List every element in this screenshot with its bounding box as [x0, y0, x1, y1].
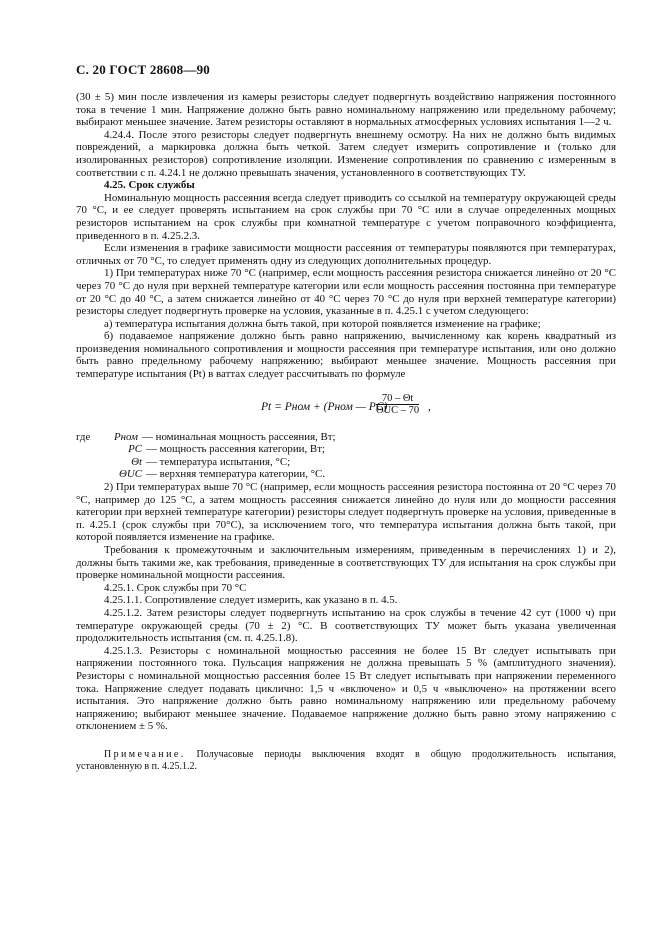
list-item-1: 1) При температурах ниже 70 °С (например, если мощность рассеяния резистора снижается линейно от 20 °С через 70 °С до нуля при верхней температуре категории или если мощность рассеяния постоянна при температуре от 20 °С до 40 °С, а затем снижается линейно от 40 °С через 70 °С до нуля при верхней температуре категории) резисторы следует подвергнуть проверке на условия, указанные в п. 4.25.1 с учетом следующего: — [76, 267, 616, 318]
formula-tail: , — [428, 400, 431, 413]
clause-4-25-1-2: 4.25.1.2. Затем резисторы следует подвергнуть испытанию на срок службы в течение 42 сут (1000 ч) при температуре окружающей среды (70 ± 2) °С. В соответствующих ТУ может быть указана увеличенная продолжительность испытания (см. п. 4.25.1.8). — [76, 606, 616, 645]
section-heading-4-25: 4.25. Срок службы — [104, 179, 195, 192]
legend-symbol: ΘUC — [119, 468, 142, 481]
formula-fraction — [376, 393, 419, 416]
legend-text: — мощность рассеяния категории, Вт; — [146, 443, 325, 456]
legend-symbol: Pном — [113, 430, 138, 443]
list-item-b: б) подаваемое напряжение должно быть равно напряжению, вычисленному как корень квадратный из произведения номинального сопротивления и мощности рассеяния при температуре испытания, или оно должно быть равно предельному рабочему напряжению; выбирают меньшее значение. Мощность рассеяния при температуре испытания (Pt) в ваттах следует рассчитывать по формуле — [76, 330, 616, 381]
list-item-a: а) температура испытания должна быть такой, при которой появляется изменение на графике; — [104, 317, 541, 330]
legend-lead: где — [76, 430, 91, 443]
page-header: С. 20 ГОСТ 28608—90 — [76, 62, 210, 77]
note-text: Получасовые периоды выключения входят в общую продолжительность испытания, установленную в п. 4.25.1.2. — [76, 748, 616, 773]
legend-text: — температура испытания, °С; — [146, 455, 291, 468]
legend-text: — верхняя температура категории, °С. — [146, 468, 325, 481]
legend-row — [76, 443, 616, 456]
clause-4-25-1-1: 4.25.1.1. Сопротивление следует измерить, как указано в п. 4.5. — [104, 594, 398, 607]
legend-row — [76, 431, 616, 444]
legend-symbol: PC — [128, 443, 142, 456]
formula-denominator: ΘUC – 70 — [376, 404, 420, 416]
formula-lhs: Pt = Pном + (Pном — PC) — [261, 400, 388, 413]
list-item-2: 2) При температурах выше 70 °С (например, если мощность рассеяния резистора постоянна от 20 °С через 70 °С, например до 125 °С, а затем мощность рассеяния снижается линейно до нуля или до мощности рассеяния категории при верхней температуре категории) резисторы следует подвергнуть проверке на условия, приведенные в п. 4.25.1 (срок службы при 70°С), за исключением того, что температура испытания должна быть такой, при которой появляется изменение на графике. — [76, 481, 616, 544]
paragraph: Номинальную мощность рассеяния всегда следует приводить со ссылкой на температуру окружающей среды 70 °С, и ее следует проверять испытанием на срок службы при 70 °С или в случае определенных мощных резисторов испытанием на срок службы при комнатной температуре с учетом поправочного коэффициента, приведенного в п. 4.25.2.3. — [76, 191, 616, 242]
formula-numerator: 70 – Θt — [376, 393, 419, 405]
power-formula — [76, 393, 616, 421]
paragraph: Если изменения в графике зависимости мощности рассеяния от температуры появляются при температурах, отличных от 70 °С, то следует применять одну из следующих дополнительных процедур. — [76, 242, 616, 267]
note — [76, 749, 616, 774]
legend-row — [76, 456, 616, 469]
formula-legend — [76, 431, 616, 481]
legend-row — [76, 468, 616, 481]
legend-symbol: Θt — [131, 455, 142, 468]
paragraph: Требования к промежуточным и заключительным измерениям, приведенным в перечислениях 1) и 2), должны быть такими же, как требования, приведенные в соответствующих ТУ для испытания на срок службы при проверке номинальной мощности рассеяния. — [76, 544, 616, 582]
note-label: Примечание. — [104, 748, 186, 760]
document-page — [76, 62, 616, 774]
paragraph: (30 ± 5) мин после извлечения из камеры резисторы следует подвергнуть воздействию напряжения постоянного тока в течение 1 мин. Напряжение должно быть равно номинальному напряжению или предельному рабочему; выбирают меньшее значение. Затем резисторы оставляют в нормальных атмосферных условиях испытания 1—2 ч. — [76, 91, 616, 129]
clause-4-25-1: 4.25.1. Срок службы при 70 °С — [104, 581, 247, 594]
legend-text: — номинальная мощность рассеяния, Вт; — [142, 430, 336, 443]
clause-4-25-1-3: 4.25.1.3. Резисторы с номинальной мощностью рассеяния не более 15 Вт следует испытывать при напряжении постоянного тока. Пульсация напряжения не должна превышать 5 % (амплитудного значения). Резисторы с номинальной мощностью рассеяния более 15 Вт следует испытывать при напряжении переменного тока. Напряжение следует подавать циклично: 1,5 ч «включено» и 0,5 ч «выключено» на протяжении всего испытания. Это напряжение должно быть равно номинальному напряжению или предельному рабочему напряжению; выбирают меньшее значение. Подаваемое напряжение должно быть равно этому напряжению с отклонением ± 5 %. — [76, 644, 616, 733]
clause-4-24-4: 4.24.4. После этого резисторы следует подвергнуть внешнему осмотру. На них не должно быть видимых повреждений, а маркировка должна быть четкой. Затем следует измерить сопротивление и (только для изолированных резисторов) сопротивление изоляции. Изменение сопротивления по сравнению с измеренным в соответствии с п. 4.24.1 не должно превышать значения, установленного в соответствующих ТУ. — [76, 128, 616, 179]
